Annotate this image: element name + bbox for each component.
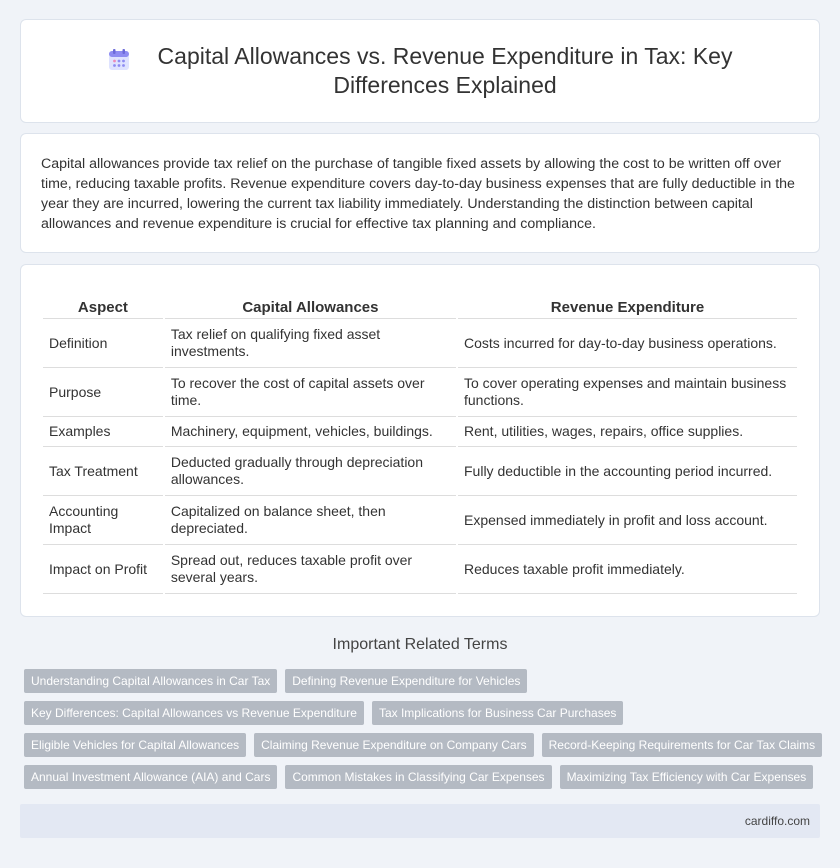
row-aspect: Purpose bbox=[43, 368, 163, 417]
table-row bbox=[43, 417, 797, 447]
row-aspect: Tax Treatment bbox=[43, 447, 163, 496]
row-capital: Deducted gradually through depreciation allowances. bbox=[165, 447, 456, 496]
table-row bbox=[43, 319, 797, 368]
table-row bbox=[43, 368, 797, 417]
header-aspect: Aspect bbox=[43, 293, 163, 319]
table-row bbox=[43, 447, 797, 496]
related-term-tag[interactable]: Tax Implications for Business Car Purchases bbox=[372, 701, 623, 725]
row-capital: Capitalized on balance sheet, then depreciated. bbox=[165, 496, 456, 545]
comparison-table bbox=[41, 293, 799, 594]
table-header-row bbox=[43, 293, 797, 319]
intro-paragraph: Capital allowances provide tax relief on the purchase of tangible fixed assets by allowing the cost to be written off over time, reducing taxable profits. Revenue expenditure covers day-to-day business expenses that are fully deductible in the year they are incurred, lowering the current tax liability immediately. Understanding the distinction between capital allowances and revenue expenditure is crucial for effective tax planning and compliance. bbox=[41, 156, 795, 232]
row-revenue: Fully deductible in the accounting period incurred. bbox=[458, 447, 797, 496]
row-capital: To recover the cost of capital assets over time. bbox=[165, 368, 456, 417]
row-aspect: Examples bbox=[43, 417, 163, 447]
related-term-tag[interactable]: Common Mistakes in Classifying Car Expenses bbox=[285, 765, 551, 789]
row-aspect: Impact on Profit bbox=[43, 545, 163, 594]
header-card bbox=[20, 19, 820, 123]
row-aspect: Definition bbox=[43, 319, 163, 368]
related-terms-tags bbox=[24, 669, 824, 797]
table-row bbox=[43, 496, 797, 545]
related-terms-title: Important Related Terms bbox=[332, 636, 508, 653]
row-revenue: To cover operating expenses and maintain business functions. bbox=[458, 368, 797, 417]
row-capital: Machinery, equipment, vehicles, buildings. bbox=[165, 417, 456, 447]
comparison-table-card bbox=[20, 264, 820, 617]
row-aspect: Accounting Impact bbox=[43, 496, 163, 545]
related-term-tag[interactable]: Claiming Revenue Expenditure on Company Cars bbox=[254, 733, 533, 757]
related-term-tag[interactable]: Record-Keeping Requirements for Car Tax Claims bbox=[542, 733, 823, 757]
related-term-tag[interactable]: Maximizing Tax Efficiency with Car Expenses bbox=[560, 765, 814, 789]
header-revenue-expenditure: Revenue Expenditure bbox=[458, 293, 797, 319]
footer bbox=[20, 804, 820, 838]
related-term-tag[interactable]: Defining Revenue Expenditure for Vehicles bbox=[285, 669, 527, 693]
footer-site-link[interactable]: cardiffo.com bbox=[744, 814, 810, 828]
table-row bbox=[43, 545, 797, 594]
related-term-tag[interactable]: Understanding Capital Allowances in Car Tax bbox=[24, 669, 277, 693]
row-capital: Tax relief on qualifying fixed asset investments. bbox=[165, 319, 456, 368]
related-term-tag[interactable]: Key Differences: Capital Allowances vs Revenue Expenditure bbox=[24, 701, 364, 725]
header-capital-allowances: Capital Allowances bbox=[165, 293, 456, 319]
row-revenue: Expensed immediately in profit and loss account. bbox=[458, 496, 797, 545]
intro-card bbox=[20, 133, 820, 253]
related-term-tag[interactable]: Annual Investment Allowance (AIA) and Cars bbox=[24, 765, 277, 789]
page-title: Capital Allowances vs. Revenue Expenditure in Tax: Key Differences Explained bbox=[157, 43, 733, 98]
related-term-tag[interactable]: Eligible Vehicles for Capital Allowances bbox=[24, 733, 246, 757]
row-revenue: Rent, utilities, wages, repairs, office supplies. bbox=[458, 417, 797, 447]
row-revenue: Costs incurred for day-to-day business operations. bbox=[458, 319, 797, 368]
row-capital: Spread out, reduces taxable profit over several years. bbox=[165, 545, 456, 594]
row-revenue: Reduces taxable profit immediately. bbox=[458, 545, 797, 594]
